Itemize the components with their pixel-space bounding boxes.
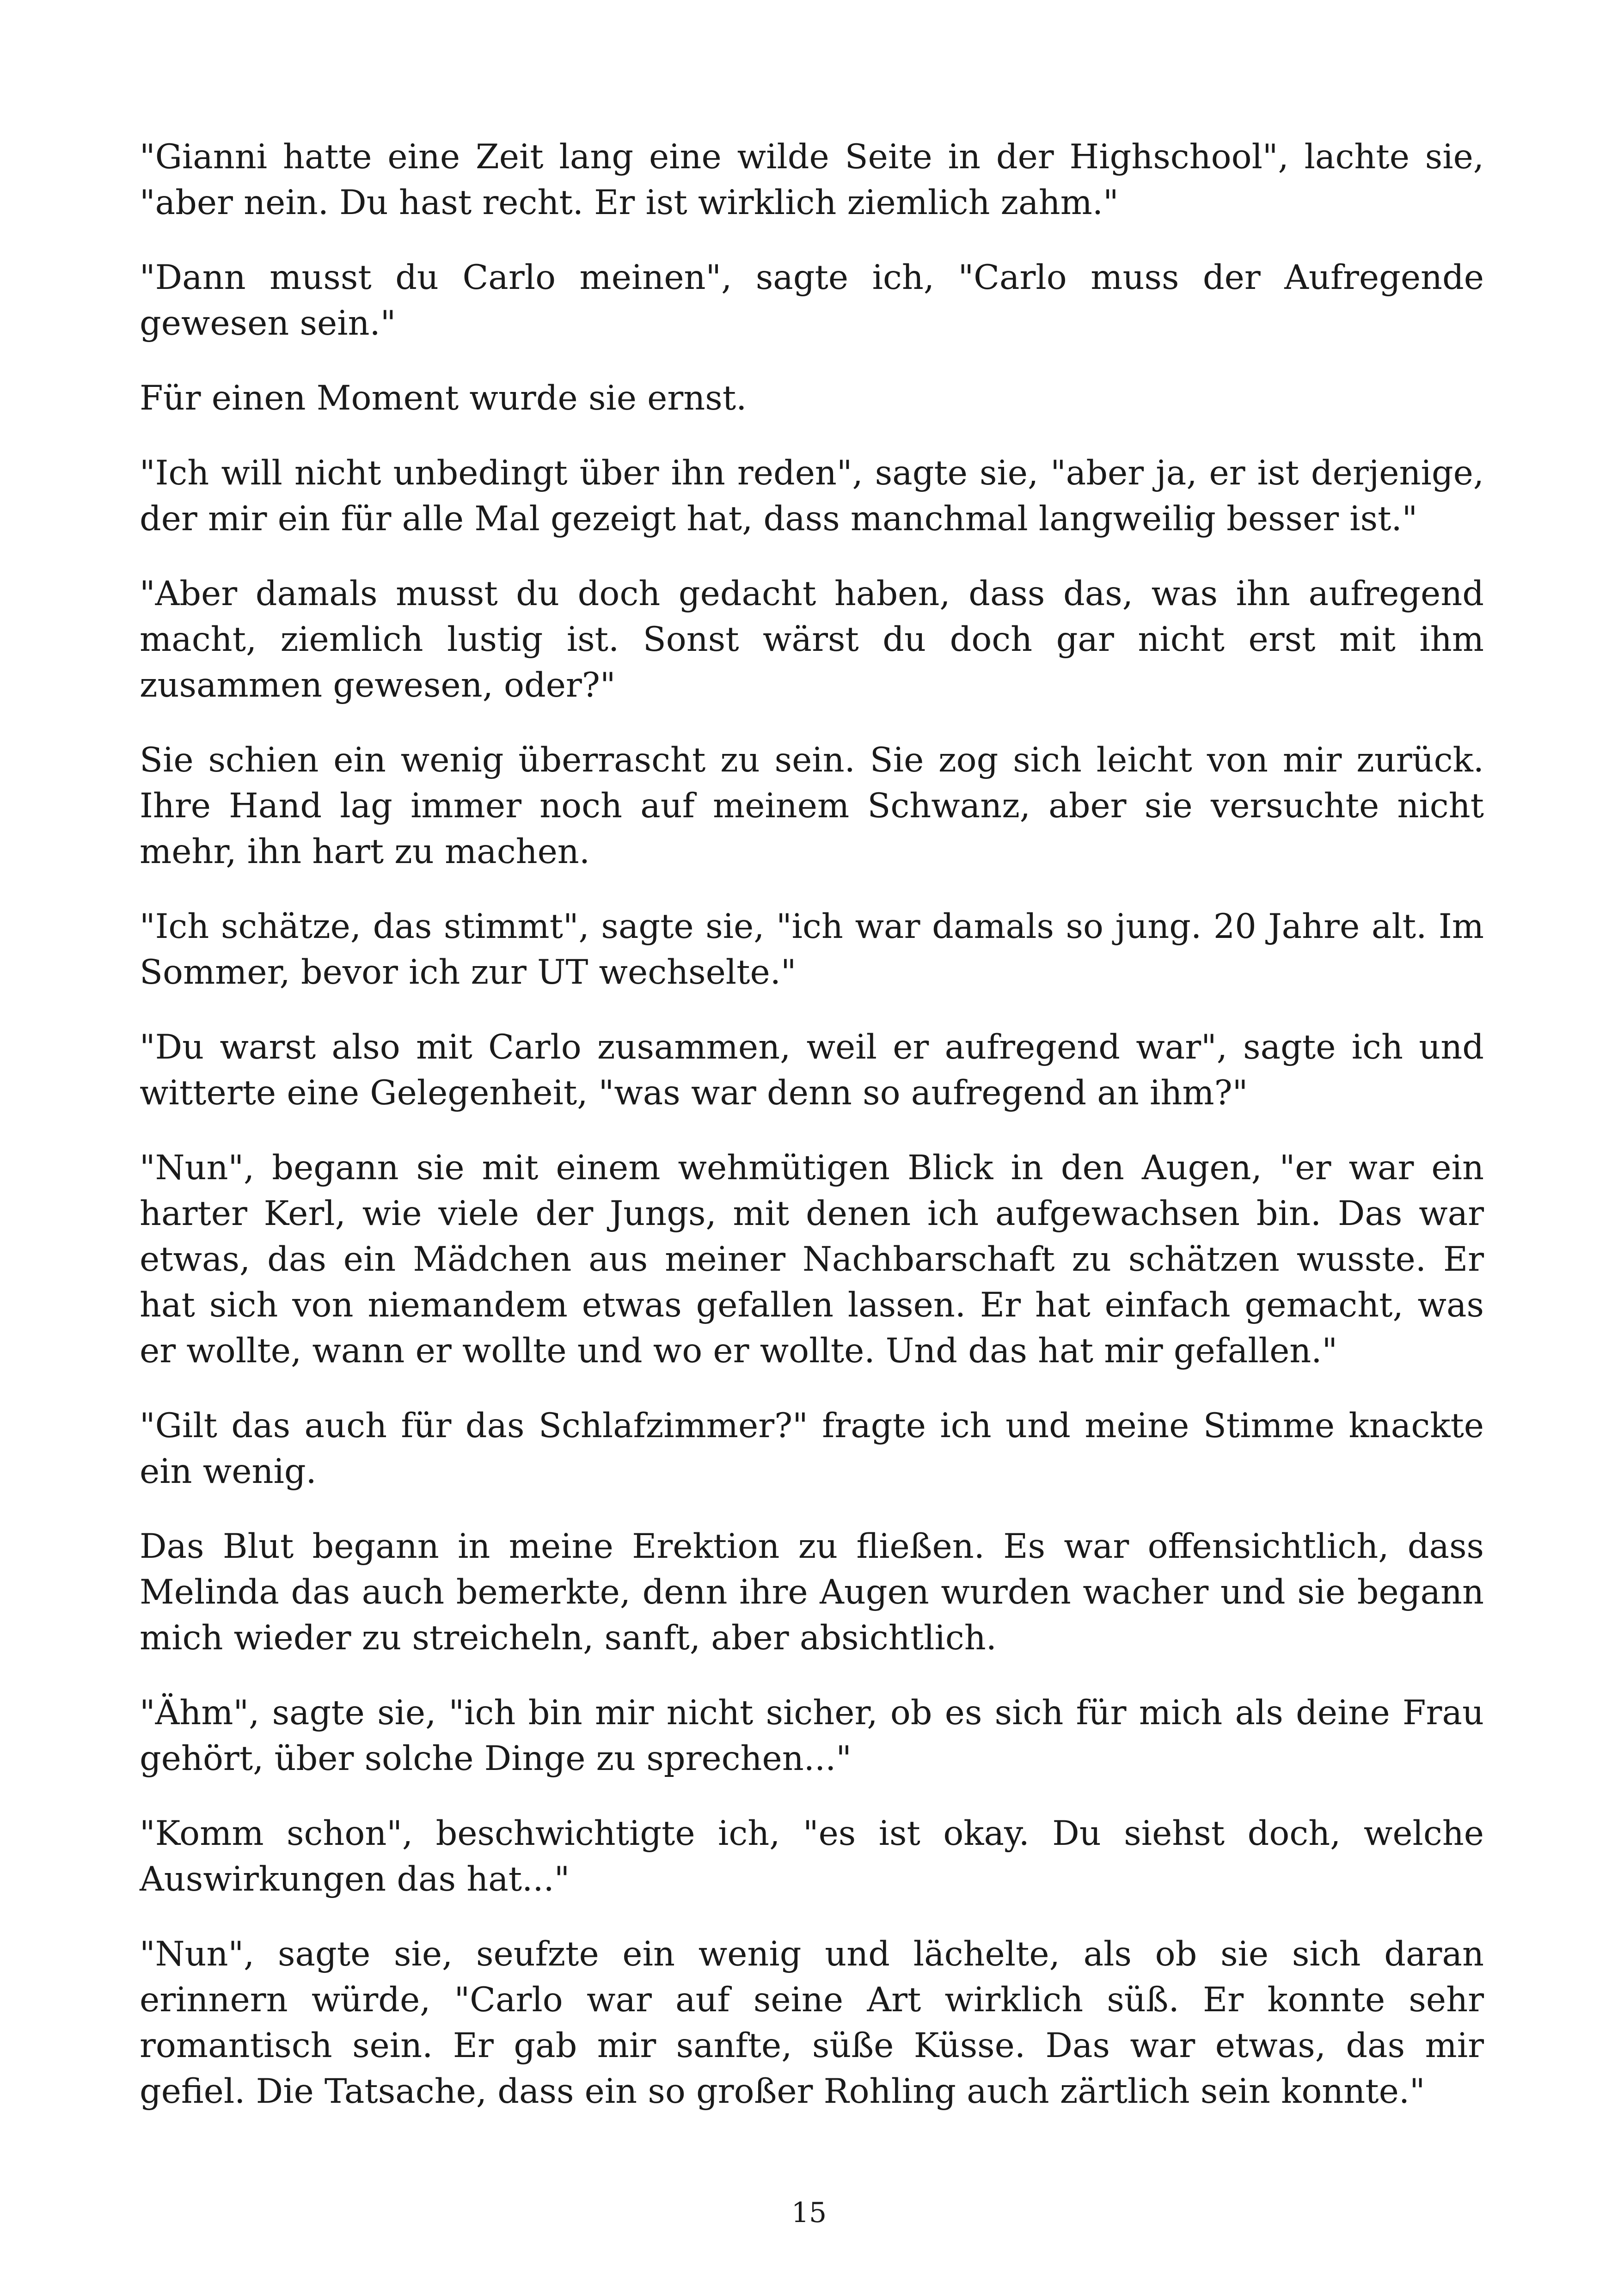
paragraph-1: "Gianni hatte eine Zeit lang eine wilde Seite in der Highschool", lachte sie, "aber nein. Du hast recht. Er ist wirklich ziemlich zahm." (140, 137, 1484, 222)
paragraph-9: "Nun", begann sie mit einem wehmütigen Blick in den Augen, "er war ein harter Kerl, wie viele der Jungs, mit denen ich aufgewachsen bin. Das war etwas, das ein Mädchen aus meiner Nachbarschaft zu schätzen wusste. Er hat sich von niemandem etwas gefallen lassen. Er hat einfach gemacht, was er wollte, wann er wollte und wo er wollte. Und das hat mir gefallen." (140, 1148, 1484, 1371)
paragraph-5: "Aber damals musst du doch gedacht haben, dass das, was ihn aufregend macht, ziemlich lustig ist. Sonst wärst du doch gar nicht erst mit ihm zusammen gewesen, oder?" (140, 574, 1484, 705)
paragraph-12: "Ähm", sagte sie, "ich bin mir nicht sicher, ob es sich für mich als deine Frau gehört, über solche Dinge zu sprechen..." (140, 1693, 1484, 1778)
paragraph-8: "Du warst also mit Carlo zusammen, weil er aufregend war", sagte ich und witterte eine Gelegenheit, "was war denn so aufregend an ihm?" (140, 1028, 1484, 1113)
paragraph-7: "Ich schätze, das stimmt", sagte sie, "ich war damals so jung. 20 Jahre alt. Im Sommer, bevor ich zur UT wechselte." (140, 907, 1484, 992)
body-text (140, 134, 1484, 2143)
paragraph-14: "Nun", sagte sie, seufzte ein wenig und lächelte, als ob sie sich daran erinnern würde, "Carlo war auf seine Art wirklich süß. Er konnte sehr romantisch sein. Er gab mir sanfte, süße Küsse. Das war etwas, das mir gefiel. Die Tatsache, dass ein so großer Rohling auch zärtlich sein konnte." (140, 1935, 1484, 2111)
paragraph-2: "Dann musst du Carlo meinen", sagte ich, "Carlo muss der Aufregende gewesen sein." (140, 258, 1484, 343)
paragraph-10: "Gilt das auch für das Schlafzimmer?" fragte ich und meine Stimme knackte ein wenig. (140, 1406, 1484, 1491)
paragraph-13: "Komm schon", beschwichtigte ich, "es ist okay. Du siehst doch, welche Auswirkungen das hat..." (140, 1814, 1484, 1899)
paragraph-11: Das Blut begann in meine Erektion zu fließen. Es war offensichtlich, dass Melinda das auch bemerkte, denn ihre Augen wurden wacher und sie begann mich wieder zu streicheln, sanft, aber absichtlich. (140, 1527, 1484, 1658)
paragraph-4: "Ich will nicht unbedingt über ihn reden", sagte sie, "aber ja, er ist derjenige, der mir ein für alle Mal gezeigt hat, dass manchmal langweilig besser ist." (140, 453, 1484, 539)
paragraph-6: Sie schien ein wenig überrascht zu sein. Sie zog sich leicht von mir zurück. Ihre Hand lag immer noch auf meinem Schwanz, aber sie versuchte nicht mehr, ihn hart zu machen. (140, 741, 1484, 871)
paragraph-3: Für einen Moment wurde sie ernst. (140, 379, 747, 418)
page-number: 15 (791, 2197, 827, 2229)
